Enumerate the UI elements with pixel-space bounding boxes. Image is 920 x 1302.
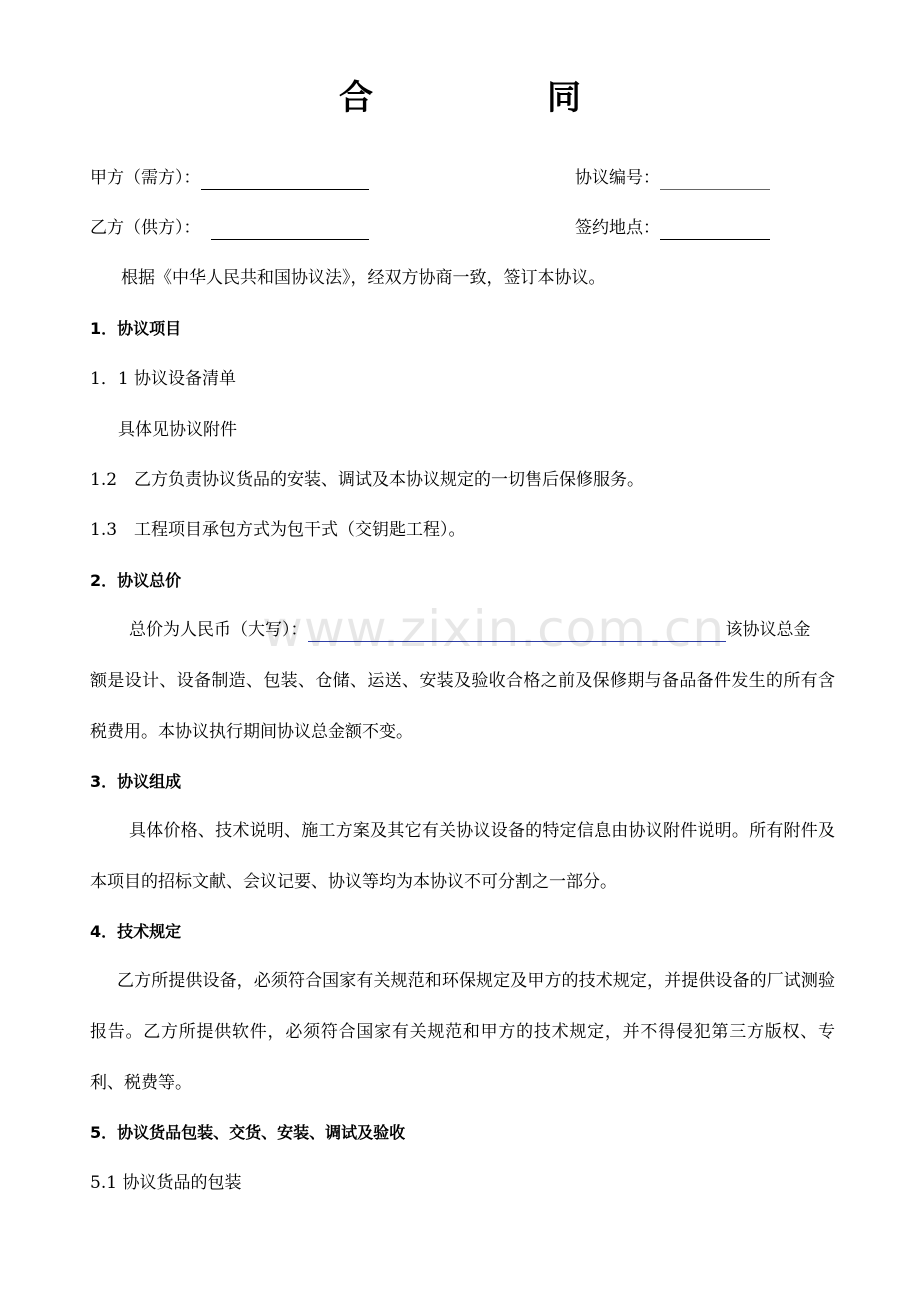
section-4-text: 乙方所提供设备，必须符合国家有关规范和环保规定及甲方的技术规定，并提供设备的厂试测验报告。乙方所提供软件，必须符合国家有关规范和甲方的技术规定，并不得侵犯第三方版权、专利、税费等。 [90, 971, 835, 1093]
section-5-1: 5.1 协议货品的包装 [90, 1173, 242, 1193]
party-a-field[interactable] [201, 169, 369, 190]
section-2-text: 额是设计、设备制造、包装、仓储、运送、安装及验收合格之前及保修期与备品备件发生的所有含税费用。本协议执行期间协议总金额不变。 [90, 671, 835, 742]
sign-place-label: 签约地点： [575, 218, 660, 238]
sign-place-row [575, 216, 770, 240]
party-a-row [90, 166, 369, 190]
party-b-row [90, 216, 369, 240]
section-5-heading: 5．协议货品包装、交货、安装、调试及验收 [90, 1123, 406, 1142]
party-b-field[interactable] [211, 219, 369, 240]
section-1-1: 1．1 协议设备清单 [90, 369, 237, 389]
section-1-1-text: 具体见协议附件 [118, 420, 237, 440]
page-title: 合 同 [339, 78, 651, 118]
party-a-label: 甲方（需方）： [90, 168, 201, 188]
intro-text: 根据《中华人民共和国协议法》，经双方协商一致，签订本协议。 [121, 268, 606, 288]
section-2-heading: 2．协议总价 [90, 571, 182, 590]
agreement-no-label: 协议编号： [575, 168, 660, 188]
party-b-label: 乙方（供方）： [90, 218, 201, 238]
section-1-3: 1.3 工程项目承包方式为包干式（交钥匙工程）。 [90, 520, 466, 540]
agreement-no-row [575, 166, 770, 190]
section-1-2: 1.2 乙方负责协议货品的安装、调试及本协议规定的一切售后保修服务。 [90, 470, 645, 490]
watermark: www.zixin.com.cn [262, 600, 726, 658]
total-price-label: 总价为人民币（大写）： [129, 620, 308, 640]
section-1-heading: 1．协议项目 [90, 319, 182, 338]
total-price-after: 该协议总金 [725, 620, 811, 640]
sign-place-field[interactable] [660, 219, 770, 240]
agreement-no-field[interactable] [660, 169, 770, 190]
section-3-text: 具体价格、技术说明、施工方案及其它有关协议设备的特定信息由协议附件说明。所有附件及本项目的招标文献、会议记要、协议等均为本协议不可分割之一部分。 [90, 821, 835, 892]
section-3-heading: 3．协议组成 [90, 772, 182, 791]
section-4-heading: 4．技术规定 [90, 922, 182, 941]
